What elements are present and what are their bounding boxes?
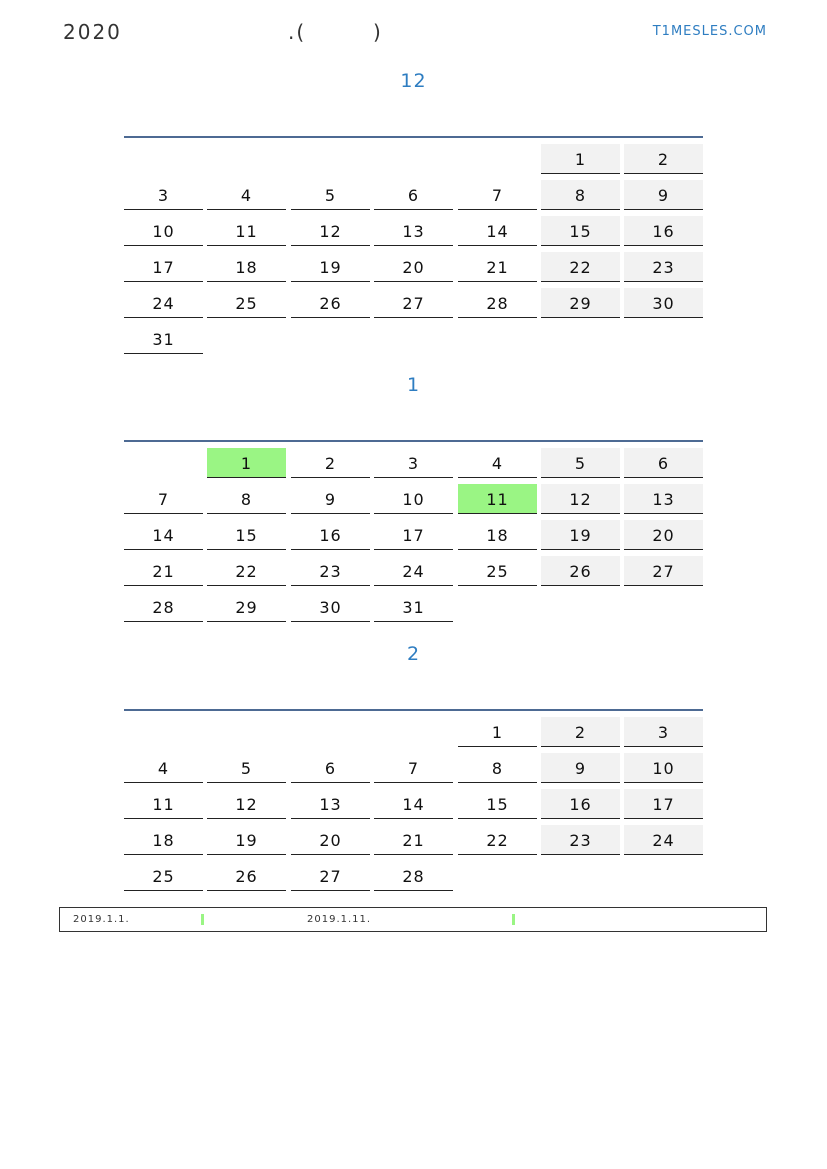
- day-cell[interactable]: 15: [207, 520, 286, 550]
- day-cell[interactable]: 7: [124, 484, 203, 514]
- day-cell[interactable]: 17: [124, 252, 203, 282]
- day-cell[interactable]: 31: [374, 592, 453, 622]
- day-cell[interactable]: 4: [458, 448, 537, 478]
- day-cell[interactable]: 14: [458, 216, 537, 246]
- day-cell[interactable]: 17: [374, 520, 453, 550]
- day-cell[interactable]: 7: [458, 180, 537, 210]
- day-cell[interactable]: 12: [291, 216, 370, 246]
- day-cell[interactable]: 3: [374, 448, 453, 478]
- day-cell[interactable]: 6: [624, 448, 703, 478]
- day-cell[interactable]: 2: [541, 717, 620, 747]
- day-cell[interactable]: 5: [291, 180, 370, 210]
- day-cell[interactable]: 27: [624, 556, 703, 586]
- day-cell[interactable]: 24: [624, 825, 703, 855]
- header-note: .( ): [288, 20, 383, 44]
- day-cell[interactable]: 30: [624, 288, 703, 318]
- day-cell[interactable]: 22: [207, 556, 286, 586]
- day-cell[interactable]: 9: [291, 484, 370, 514]
- day-cell[interactable]: 31: [124, 324, 203, 354]
- day-cell[interactable]: 10: [124, 216, 203, 246]
- day-cell[interactable]: 19: [291, 252, 370, 282]
- legend-item-2-label: 2019.1.11.: [307, 914, 372, 925]
- day-cell[interactable]: 28: [124, 592, 203, 622]
- day-cell[interactable]: 14: [374, 789, 453, 819]
- day-cell[interactable]: 29: [207, 592, 286, 622]
- day-cell[interactable]: 10: [624, 753, 703, 783]
- legend-item-1-label: 2019.1.1.: [73, 914, 130, 925]
- day-cell[interactable]: 20: [624, 520, 703, 550]
- day-cell[interactable]: 21: [458, 252, 537, 282]
- day-cell[interactable]: 19: [207, 825, 286, 855]
- day-cell[interactable]: 11: [207, 216, 286, 246]
- day-cell[interactable]: 25: [207, 288, 286, 318]
- day-cell[interactable]: 13: [291, 789, 370, 819]
- day-cell[interactable]: 7: [374, 753, 453, 783]
- day-cell[interactable]: 19: [541, 520, 620, 550]
- day-cell[interactable]: 1: [458, 717, 537, 747]
- day-cell[interactable]: 27: [374, 288, 453, 318]
- day-cell[interactable]: 22: [541, 252, 620, 282]
- day-cell[interactable]: 30: [291, 592, 370, 622]
- day-cell[interactable]: 20: [291, 825, 370, 855]
- day-cell[interactable]: 24: [374, 556, 453, 586]
- day-cell[interactable]: 10: [374, 484, 453, 514]
- day-cell[interactable]: 2: [291, 448, 370, 478]
- month-title: 2: [406, 643, 421, 665]
- day-cell[interactable]: 16: [541, 789, 620, 819]
- day-cell[interactable]: 16: [624, 216, 703, 246]
- day-cell[interactable]: 28: [374, 861, 453, 891]
- legend-item-2-swatch: [512, 914, 515, 925]
- day-cell[interactable]: 18: [124, 825, 203, 855]
- day-cell[interactable]: 6: [291, 753, 370, 783]
- day-cell[interactable]: 24: [124, 288, 203, 318]
- month-title: 12: [400, 70, 427, 92]
- header-year: 2020: [63, 20, 122, 44]
- day-cell[interactable]: 13: [624, 484, 703, 514]
- day-cell[interactable]: 23: [291, 556, 370, 586]
- day-cell[interactable]: 28: [458, 288, 537, 318]
- day-cell[interactable]: 11: [124, 789, 203, 819]
- site-link[interactable]: T1MESLES.COM: [652, 24, 767, 39]
- day-cell[interactable]: 5: [541, 448, 620, 478]
- day-cell[interactable]: 3: [624, 717, 703, 747]
- legend-item-1-swatch: [201, 914, 204, 925]
- day-cell[interactable]: 8: [541, 180, 620, 210]
- day-cell[interactable]: 15: [458, 789, 537, 819]
- day-cell[interactable]: 25: [124, 861, 203, 891]
- day-cell[interactable]: 4: [124, 753, 203, 783]
- month-title: 1: [406, 374, 421, 396]
- day-cell[interactable]: 8: [207, 484, 286, 514]
- day-cell[interactable]: 9: [541, 753, 620, 783]
- day-cell[interactable]: 12: [207, 789, 286, 819]
- day-cell[interactable]: 26: [207, 861, 286, 891]
- month-header-rule: [124, 136, 703, 138]
- day-cell[interactable]: 22: [458, 825, 537, 855]
- day-cell[interactable]: 15: [541, 216, 620, 246]
- day-cell[interactable]: 26: [291, 288, 370, 318]
- day-cell[interactable]: 21: [374, 825, 453, 855]
- day-cell[interactable]: 25: [458, 556, 537, 586]
- month-header-rule: [124, 709, 703, 711]
- day-cell[interactable]: 1: [541, 144, 620, 174]
- day-cell[interactable]: 11: [458, 484, 537, 514]
- day-cell[interactable]: 1: [207, 448, 286, 478]
- day-cell[interactable]: 18: [207, 252, 286, 282]
- day-cell[interactable]: 26: [541, 556, 620, 586]
- day-cell[interactable]: 17: [624, 789, 703, 819]
- day-cell[interactable]: 23: [624, 252, 703, 282]
- legend-box: [59, 907, 767, 932]
- month-header-rule: [124, 440, 703, 442]
- day-cell[interactable]: 2: [624, 144, 703, 174]
- day-cell[interactable]: 16: [291, 520, 370, 550]
- day-cell[interactable]: 3: [124, 180, 203, 210]
- day-cell[interactable]: 27: [291, 861, 370, 891]
- day-cell[interactable]: 21: [124, 556, 203, 586]
- day-cell[interactable]: 14: [124, 520, 203, 550]
- day-cell[interactable]: 9: [624, 180, 703, 210]
- day-cell[interactable]: 18: [458, 520, 537, 550]
- day-cell[interactable]: 5: [207, 753, 286, 783]
- day-cell[interactable]: 20: [374, 252, 453, 282]
- day-cell[interactable]: 4: [207, 180, 286, 210]
- day-cell[interactable]: 13: [374, 216, 453, 246]
- day-cell[interactable]: 12: [541, 484, 620, 514]
- day-cell[interactable]: 23: [541, 825, 620, 855]
- day-cell[interactable]: 29: [541, 288, 620, 318]
- day-cell[interactable]: 6: [374, 180, 453, 210]
- day-cell[interactable]: 8: [458, 753, 537, 783]
